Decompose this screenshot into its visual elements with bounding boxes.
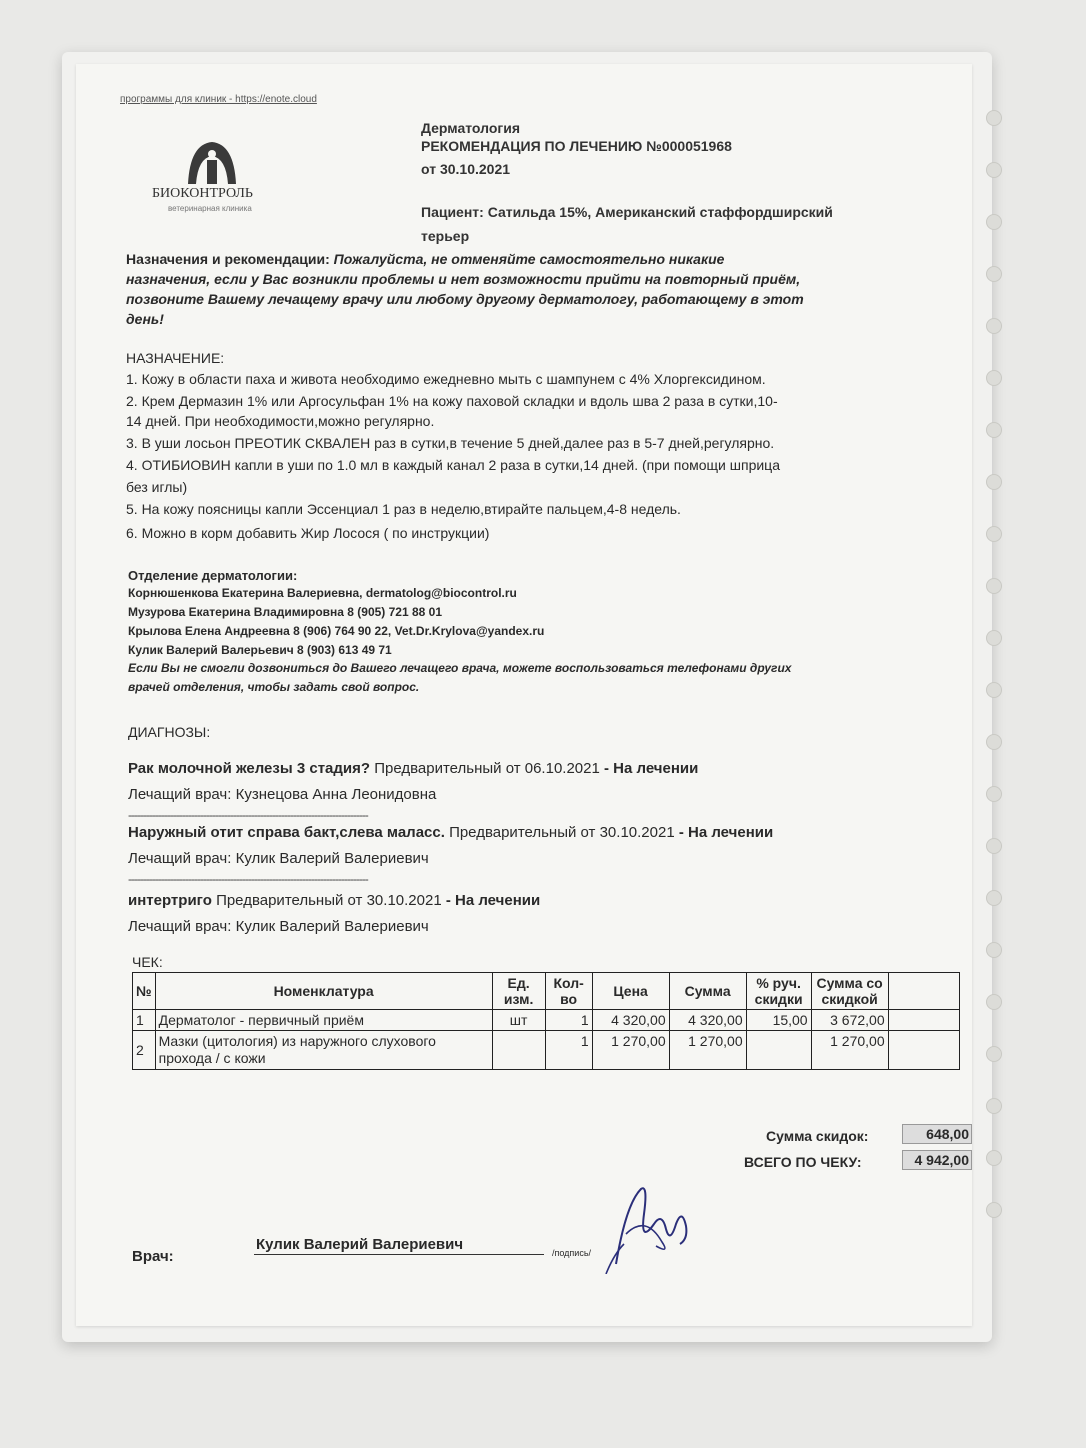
col-number: № [133,973,156,1010]
row-total: 3 672,00 [811,1010,888,1031]
logo-subtitle: ветеринарная клиника [168,204,252,213]
document-date: от 30.10.2021 [421,161,511,177]
row-empty [888,1031,959,1070]
binder-hole [986,890,1002,906]
diagnoses-heading: ДИАГНОЗЫ: [128,724,211,740]
binder-hole [986,1150,1002,1166]
promo-link[interactable]: программы для клиник - https://enote.cloud [120,94,317,105]
binder-hole [986,838,1002,854]
row-price: 1 270,00 [592,1031,669,1070]
binder-hole [986,162,1002,178]
department-heading: Отделение дерматологии: [128,568,298,583]
prescription-line: 14 дней. При необходимости,можно регулярно. [126,413,435,429]
diagnosis-name: Наружный отит справа бакт,слева маласс. [128,824,445,841]
col-unit: Ед. изм. [492,973,545,1010]
row-name: Дерматолог - первичный приём [155,1010,492,1031]
row-name: Мазки (цитология) из наружного слухового прохода / с кожи [155,1031,492,1070]
recommendations-first-line [126,250,724,268]
diagnosis-doctor: Лечащий врач: Кулик Валерий Валериевич [128,850,429,867]
binder-hole [986,734,1002,750]
document-title: РЕКОМЕНДАЦИЯ ПО ЛЕЧЕНИЮ №000051968 [421,138,732,154]
prescription-heading: НАЗНАЧЕНИЕ: [126,350,225,366]
total-label: ВСЕГО ПО ЧЕКУ: [744,1154,862,1170]
doctor-contact: Крылова Елена Андреевна 8 (906) 764 90 22, Vet.Dr.Krylova@yandex.ru [128,624,545,638]
diagnosis-type: Предварительный от 30.10.2021 [449,824,675,841]
prescription-line: 5. На кожу поясницы капли Эссенциал 1 раз в неделю,втирайте пальцем,4-8 недель. [126,501,681,517]
recommendations-text-1: Пожалуйста, не отменяйте самостоятельно никакие [333,251,725,267]
diagnosis-type: Предварительный от 06.10.2021 [374,760,600,777]
row-unit [492,1031,545,1070]
binder-hole [986,526,1002,542]
binder-hole [986,942,1002,958]
diagnosis-item [128,892,540,909]
recommendations-text-3: позвоните Вашему лечащему врачу или любому другому дерматологу, работающему в этот [126,291,804,307]
row-qty: 1 [545,1010,592,1031]
department-note-2: врачей отделения, чтобы задать свой вопрос. [128,680,420,694]
row-unit: шт [492,1010,545,1031]
diagnosis-name: интертриго [128,892,212,909]
recommendations-label: Назначения и рекомендации: [126,251,330,267]
diagnosis-separator: -------------------------------------------------------------------------------- [128,872,368,886]
binder-hole [986,318,1002,334]
prescription-line: 2. Крем Дермазин 1% или Аргосульфан 1% на кожу паховой складки и вдоль шва 2 раза в сутки,10- [126,393,778,409]
discount-label: Сумма скидок: [766,1128,869,1144]
row-number: 2 [133,1031,156,1070]
binder-hole [986,1202,1002,1218]
prescription-line: 1. Кожу в области паха и живота необходимо ежедневно мыть с шампунем с 4% Хлоргексидином. [126,371,766,387]
discount-value: 648,00 [902,1124,972,1144]
signature-icon [596,1184,696,1274]
prescription-line: без иглы) [126,479,188,495]
signature-label: /подпись/ [552,1248,592,1258]
prescription-line: 4. ОТИБИОВИН капли в уши по 1.0 мл в каждый канал 2 раза в сутки,14 дней. (при помощи шприца [126,457,780,473]
row-price: 4 320,00 [592,1010,669,1031]
patient-line [421,204,833,220]
patient-breed: терьер [421,228,470,244]
diagnosis-status: - На лечении [604,760,699,777]
col-name: Номенклатура [155,973,492,1010]
row-total: 1 270,00 [811,1031,888,1070]
diagnosis-item [128,760,698,777]
binder-hole [986,994,1002,1010]
doctor-contact: Корнюшенкова Екатерина Валериевна, dermatolog@biocontrol.ru [128,586,517,600]
binder-hole [986,682,1002,698]
diagnosis-item [128,824,773,841]
col-qty: Кол-во [545,973,592,1010]
patient-label: Пациент: [421,204,484,220]
row-sum: 1 270,00 [669,1031,746,1070]
receipt-label: ЧЕК: [132,954,163,970]
binder-hole [986,630,1002,646]
row-sum: 4 320,00 [669,1010,746,1031]
col-total: Сумма со скидкой [811,973,888,1010]
col-sum: Сумма [669,973,746,1010]
binder-hole [986,266,1002,282]
col-discount: % руч. скидки [746,973,811,1010]
binder-holes [986,110,1006,1270]
doctor-contact: Кулик Валерий Валерьевич 8 (903) 613 49 71 [128,643,392,657]
table-row [133,1010,960,1031]
col-empty [888,973,959,1010]
patient-info: Сатильда 15%, Американский стаффордширский [487,204,833,220]
row-qty: 1 [545,1031,592,1070]
clinic-logo [146,134,276,229]
department-name: Дерматология [421,120,520,136]
binder-hole [986,1046,1002,1062]
doctor-underline [254,1254,544,1255]
recommendations-text-2: назначения, если у Вас возникли проблемы и нет возможности прийти на повторный приём, [126,271,801,287]
row-discount [746,1031,811,1070]
diagnosis-doctor: Лечащий врач: Кулик Валерий Валериевич [128,918,429,935]
diagnosis-type: Предварительный от 30.10.2021 [216,892,442,909]
binder-hole [986,786,1002,802]
department-note-1: Если Вы не смогли дозвониться до Вашего лечащего врача, можете воспользоваться телефонами других [128,661,792,675]
diagnosis-separator: -------------------------------------------------------------------------------- [128,808,368,822]
recommendations-text-4: день! [126,311,164,327]
binder-hole [986,474,1002,490]
receipt-table [132,972,960,1070]
total-value: 4 942,00 [902,1150,972,1170]
doctor-label: Врач: [132,1248,174,1265]
diagnosis-name: Рак молочной железы 3 стадия? [128,760,371,777]
row-number: 1 [133,1010,156,1031]
doctor-name: Кулик Валерий Валериевич [256,1236,464,1253]
prescription-line: 6. Можно в корм добавить Жир Лосося ( по инструкции) [126,525,490,541]
document-page [76,64,972,1326]
receipt-header-row [133,973,960,1010]
binder-hole [986,214,1002,230]
logo-name: БИОКОНТРОЛЬ [152,186,253,201]
prescription-line: 3. В уши лосьон ПРЕОТИК СКВАЛЕН раз в сутки,в течение 5 дней,далее раз в 5-7 дней,регулярно. [126,435,775,451]
row-empty [888,1010,959,1031]
col-price: Цена [592,973,669,1010]
table-row [133,1031,960,1070]
binder-hole [986,110,1002,126]
binder-hole [986,1098,1002,1114]
diagnosis-status: - На лечении [445,892,541,909]
row-discount: 15,00 [746,1010,811,1031]
binder-hole [986,422,1002,438]
diagnosis-status: - На лечении [678,824,774,841]
binder-hole [986,578,1002,594]
diagnosis-doctor: Лечащий врач: Кузнецова Анна Леонидовна [128,786,437,803]
doctor-contact: Музурова Екатерина Владимировна 8 (905) 721 88 01 [128,605,443,619]
binder-hole [986,370,1002,386]
